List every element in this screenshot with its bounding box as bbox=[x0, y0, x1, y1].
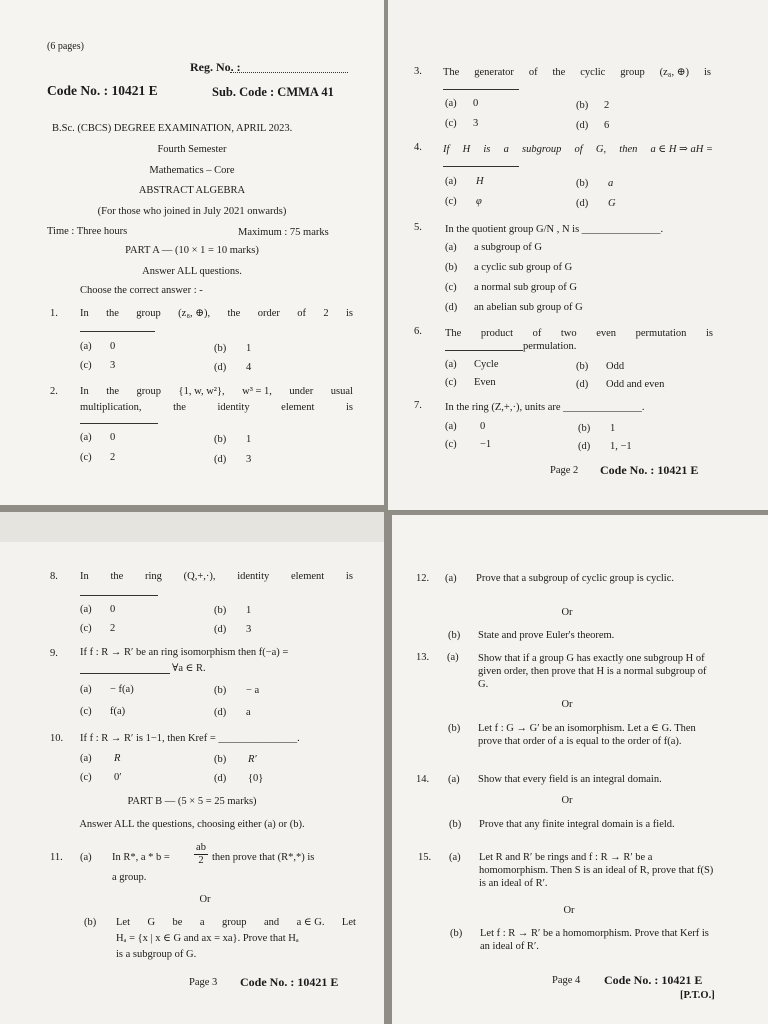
q6-text-line2: permulation. bbox=[523, 341, 577, 352]
q15-or: Or bbox=[563, 905, 575, 916]
page2-code: Code No. : 10421 E bbox=[600, 463, 699, 477]
q11-b-text-line2: Hₐ = {x | x ∈ G and ax = xa}. Prove that Hₐ bbox=[116, 933, 299, 944]
q8-opt-b: 1 bbox=[246, 605, 252, 616]
q5-opt-c-label: (c) bbox=[445, 282, 457, 293]
part-b-instruction: Answer ALL the questions, choosing either (a) or (b). bbox=[79, 819, 305, 830]
answer-all-instruction: Answer ALL questions. bbox=[142, 266, 242, 277]
q1-number: 1. bbox=[50, 308, 58, 319]
sub-code: Sub. Code : CMMA 41 bbox=[212, 85, 334, 99]
q7-opt-c-label: (c) bbox=[445, 439, 457, 450]
q3-number: 3. bbox=[414, 66, 422, 77]
q2-opt-c-label: (c) bbox=[80, 452, 92, 463]
q2-opt-d-label: (d) bbox=[214, 454, 227, 465]
q1-text: In the group (z₈, ⊕), the order of 2 is bbox=[80, 308, 353, 319]
q2-opt-b: 1 bbox=[246, 434, 252, 445]
q11-frac-denominator: 2 bbox=[198, 855, 204, 866]
paper-title: ABSTRACT ALGEBRA bbox=[138, 185, 246, 196]
choose-instruction: Choose the correct answer : - bbox=[80, 285, 203, 296]
q6-opt-b-label: (b) bbox=[576, 361, 589, 372]
q3-opt-c-label: (c) bbox=[445, 118, 457, 129]
exam-page-3 bbox=[0, 512, 384, 1024]
q9-number: 9. bbox=[50, 648, 58, 659]
q6-opt-c: Even bbox=[474, 377, 496, 388]
q8-blank bbox=[80, 595, 158, 596]
q3-opt-d-label: (d) bbox=[576, 120, 589, 131]
q4-text: If H is a subgroup of G, then a ∈ H ⇒ aH = bbox=[443, 144, 713, 155]
exam-title: B.Sc. (CBCS) DEGREE EXAMINATION, APRIL 2023. bbox=[52, 123, 293, 134]
page-fold-shadow bbox=[0, 512, 384, 542]
q11-b-text-line3: is a subgroup of G. bbox=[116, 949, 197, 960]
q13-or: Or bbox=[561, 699, 573, 710]
q2-blank bbox=[80, 423, 158, 424]
q4-opt-d-label: (d) bbox=[576, 198, 589, 209]
exam-time: Time : Three hours bbox=[47, 226, 128, 237]
page4-pto: [P.T.O.] bbox=[680, 990, 715, 1001]
q5-number: 5. bbox=[414, 222, 422, 233]
reg-no-blank bbox=[230, 72, 348, 73]
q4-opt-c: φ bbox=[476, 196, 482, 207]
page4-number: Page 4 bbox=[552, 975, 581, 986]
q10-text: If f : R → R′ is 1−1, then Kref = _______________. bbox=[80, 733, 300, 744]
q8-opt-d-label: (d) bbox=[214, 624, 227, 635]
q9-opt-d: a bbox=[246, 707, 251, 718]
q9-opt-a: − f(a) bbox=[110, 684, 134, 695]
q1-opt-b: 1 bbox=[246, 343, 252, 354]
q8-number: 8. bbox=[50, 571, 58, 582]
q4-opt-a: H bbox=[476, 176, 484, 187]
q2-text-line2: multiplication, the identity element is bbox=[80, 402, 353, 413]
q13-b-label: (b) bbox=[448, 723, 461, 734]
q11-a-text-line2: a group. bbox=[112, 872, 147, 883]
q2-opt-a: 0 bbox=[110, 432, 116, 443]
q10-number: 10. bbox=[50, 733, 64, 744]
q11-frac-numerator: ab bbox=[194, 842, 208, 855]
q11-or: Or bbox=[199, 894, 211, 905]
exam-page-1 bbox=[0, 0, 384, 505]
q11-b-label: (b) bbox=[84, 917, 97, 928]
q11-a-text-cont: then prove that (R*,*) is bbox=[212, 852, 315, 863]
q5-opt-a-label: (a) bbox=[445, 242, 457, 253]
page3-number: Page 3 bbox=[189, 977, 218, 988]
q1-opt-a-label: (a) bbox=[80, 341, 92, 352]
q12-b-label: (b) bbox=[448, 630, 461, 641]
q7-opt-b-label: (b) bbox=[578, 423, 591, 434]
part-a-heading: PART A — (10 × 1 = 10 marks) bbox=[125, 245, 259, 256]
q4-opt-b: a bbox=[608, 178, 614, 189]
q5-opt-a: a subgroup of G bbox=[474, 242, 542, 253]
q2-text-line1: In the group {1, w, w²}, w³ = 1, under usual bbox=[80, 386, 353, 397]
q4-blank bbox=[443, 166, 519, 167]
q5-opt-d: an abelian sub group of G bbox=[474, 302, 583, 313]
q4-number: 4. bbox=[414, 142, 422, 153]
q3-opt-a-label: (a) bbox=[445, 98, 457, 109]
q7-opt-b: 1 bbox=[610, 423, 616, 434]
q2-opt-b-label: (b) bbox=[214, 434, 227, 445]
q6-opt-b: Odd bbox=[606, 361, 625, 372]
q2-opt-d: 3 bbox=[246, 454, 252, 465]
q6-opt-d: Odd and even bbox=[606, 379, 665, 390]
q10-opt-a-label: (a) bbox=[80, 753, 92, 764]
q9-opt-c: f(a) bbox=[110, 706, 126, 717]
q7-opt-d-label: (d) bbox=[578, 441, 591, 452]
q3-opt-b-label: (b) bbox=[576, 100, 589, 111]
q12-b-text: State and prove Euler's theorem. bbox=[478, 630, 615, 641]
q9-text-line2: ∀a ∈ R. bbox=[172, 663, 206, 674]
q13-number: 13. bbox=[416, 652, 430, 663]
q12-a-text: Prove that a subgroup of cyclic group is cyclic. bbox=[476, 573, 674, 584]
q10-opt-a: R bbox=[114, 753, 121, 764]
q14-a-text: Show that every field is an integral domain. bbox=[478, 774, 662, 785]
eligibility-note: (For those who joined in July 2021 onwards) bbox=[97, 206, 287, 217]
q9-opt-b: − a bbox=[246, 685, 260, 696]
q8-opt-a: 0 bbox=[110, 604, 116, 615]
q7-number: 7. bbox=[414, 400, 422, 411]
q4-opt-b-label: (b) bbox=[576, 178, 589, 189]
q6-number: 6. bbox=[414, 326, 422, 337]
q10-opt-d: {0} bbox=[248, 773, 264, 784]
q7-opt-a-label: (a) bbox=[445, 421, 457, 432]
q11-number: 11. bbox=[50, 852, 63, 863]
code-no: Code No. : 10421 E bbox=[47, 83, 158, 98]
page4-code: Code No. : 10421 E bbox=[604, 973, 703, 987]
q3-opt-d: 6 bbox=[604, 120, 610, 131]
page2-number: Page 2 bbox=[550, 465, 579, 476]
q14-b-text: Prove that any finite integral domain is a field. bbox=[479, 819, 675, 830]
q1-opt-d: 4 bbox=[246, 362, 252, 373]
q10-opt-d-label: (d) bbox=[214, 773, 227, 784]
q11-a-label: (a) bbox=[80, 852, 92, 863]
q8-opt-d: 3 bbox=[246, 624, 252, 635]
page-count: (6 pages) bbox=[47, 41, 84, 52]
q2-opt-c: 2 bbox=[110, 452, 116, 463]
q9-opt-d-label: (d) bbox=[214, 707, 227, 718]
q13-a-label: (a) bbox=[447, 652, 459, 663]
q11-b-text-line1: Let G be a group and a ∈ G. Let bbox=[116, 917, 356, 928]
q14-a-label: (a) bbox=[448, 774, 460, 785]
q3-blank bbox=[443, 89, 519, 90]
subject: Mathematics – Core bbox=[149, 165, 235, 176]
page3-code: Code No. : 10421 E bbox=[240, 975, 339, 989]
q10-opt-b: R′ bbox=[248, 754, 257, 765]
q7-text: In the ring (Z,+,·), units are _______________. bbox=[445, 402, 645, 413]
q1-blank bbox=[80, 331, 155, 332]
q9-opt-a-label: (a) bbox=[80, 684, 92, 695]
q7-opt-d: 1, −1 bbox=[610, 441, 632, 452]
q15-number: 15. bbox=[418, 852, 432, 863]
q1-opt-d-label: (d) bbox=[214, 362, 227, 373]
q4-opt-c-label: (c) bbox=[445, 196, 457, 207]
q3-text: The generator of the cyclic group (z₈, ⊕) is bbox=[443, 67, 711, 78]
q2-opt-a-label: (a) bbox=[80, 432, 92, 443]
q6-opt-d-label: (d) bbox=[576, 379, 589, 390]
q6-opt-c-label: (c) bbox=[445, 377, 457, 388]
q2-number: 2. bbox=[50, 386, 58, 397]
exam-page-2 bbox=[388, 0, 768, 510]
q1-opt-c: 3 bbox=[110, 360, 116, 371]
q8-opt-a-label: (a) bbox=[80, 604, 92, 615]
q10-opt-c: 0′ bbox=[114, 772, 122, 783]
q10-opt-c-label: (c) bbox=[80, 772, 92, 783]
exam-page-4 bbox=[392, 515, 768, 1024]
q6-text-line1: The product of two even permutation is bbox=[445, 328, 713, 339]
q6-blank bbox=[445, 350, 523, 351]
q15-a-text: Let R and R′ be rings and f : R → R′ be a homomorphism. Then S is an ideal of R, prove that f(S) is an ideal of R′. bbox=[479, 852, 714, 889]
q4-opt-d: G bbox=[608, 198, 616, 209]
q4-opt-a-label: (a) bbox=[445, 176, 457, 187]
q14-or: Or bbox=[561, 795, 573, 806]
q6-opt-a-label: (a) bbox=[445, 359, 457, 370]
reg-no-label: Reg. No. : bbox=[190, 60, 241, 74]
q8-opt-c: 2 bbox=[110, 623, 116, 634]
q11-a-text: In R*, a * b = bbox=[112, 852, 170, 863]
q14-number: 14. bbox=[416, 774, 430, 785]
q12-or: Or bbox=[561, 607, 573, 618]
q5-opt-d-label: (d) bbox=[445, 302, 458, 313]
q9-blank bbox=[80, 673, 170, 674]
max-marks: Maximum : 75 marks bbox=[238, 227, 329, 238]
semester: Fourth Semester bbox=[157, 144, 227, 155]
q8-text: In the ring (Q,+,·), identity element is bbox=[80, 571, 353, 582]
q3-opt-a: 0 bbox=[473, 98, 479, 109]
q13-a-text: Show that if a group G has exactly one subgroup H of given order, then prove that H is a normal subgroup of G. bbox=[478, 653, 707, 690]
q14-b-label: (b) bbox=[449, 819, 462, 830]
q1-opt-b-label: (b) bbox=[214, 343, 227, 354]
q7-opt-c: −1 bbox=[480, 439, 492, 450]
q15-b-label: (b) bbox=[450, 928, 463, 939]
q13-b-text: Let f : G → G′ be an isomorphism. Let a ∈ G. Then prove that order of a is equal to the order of f(a). bbox=[478, 723, 696, 747]
q9-opt-b-label: (b) bbox=[214, 685, 227, 696]
q8-opt-b-label: (b) bbox=[214, 605, 227, 616]
q3-opt-c: 3 bbox=[473, 118, 479, 129]
q15-b-text: Let f : R → R′ be a homomorphism. Prove that Kerf is an ideal of R′. bbox=[480, 928, 709, 952]
q9-opt-c-label: (c) bbox=[80, 706, 92, 717]
q5-opt-b-label: (b) bbox=[445, 262, 458, 273]
q3-opt-b: 2 bbox=[604, 100, 610, 111]
q5-text: In the quotient group G/N , N is _______________. bbox=[445, 224, 664, 235]
q7-opt-a: 0 bbox=[480, 421, 486, 432]
q8-opt-c-label: (c) bbox=[80, 623, 92, 634]
q1-opt-c-label: (c) bbox=[80, 360, 92, 371]
q9-text-line1: If f : R → R′ be an ring isomorphism then f(−a) = bbox=[80, 647, 289, 658]
part-b-heading: PART B — (5 × 5 = 25 marks) bbox=[127, 796, 257, 807]
q1-opt-a: 0 bbox=[110, 341, 116, 352]
q12-a-label: (a) bbox=[445, 573, 457, 584]
q5-opt-c: a normal sub group of G bbox=[474, 282, 577, 293]
q6-opt-a: Cycle bbox=[474, 359, 499, 370]
q10-opt-b-label: (b) bbox=[214, 754, 227, 765]
q15-a-label: (a) bbox=[449, 852, 461, 863]
q12-number: 12. bbox=[416, 573, 430, 584]
q5-opt-b: a cyclic sub group of G bbox=[474, 262, 573, 273]
